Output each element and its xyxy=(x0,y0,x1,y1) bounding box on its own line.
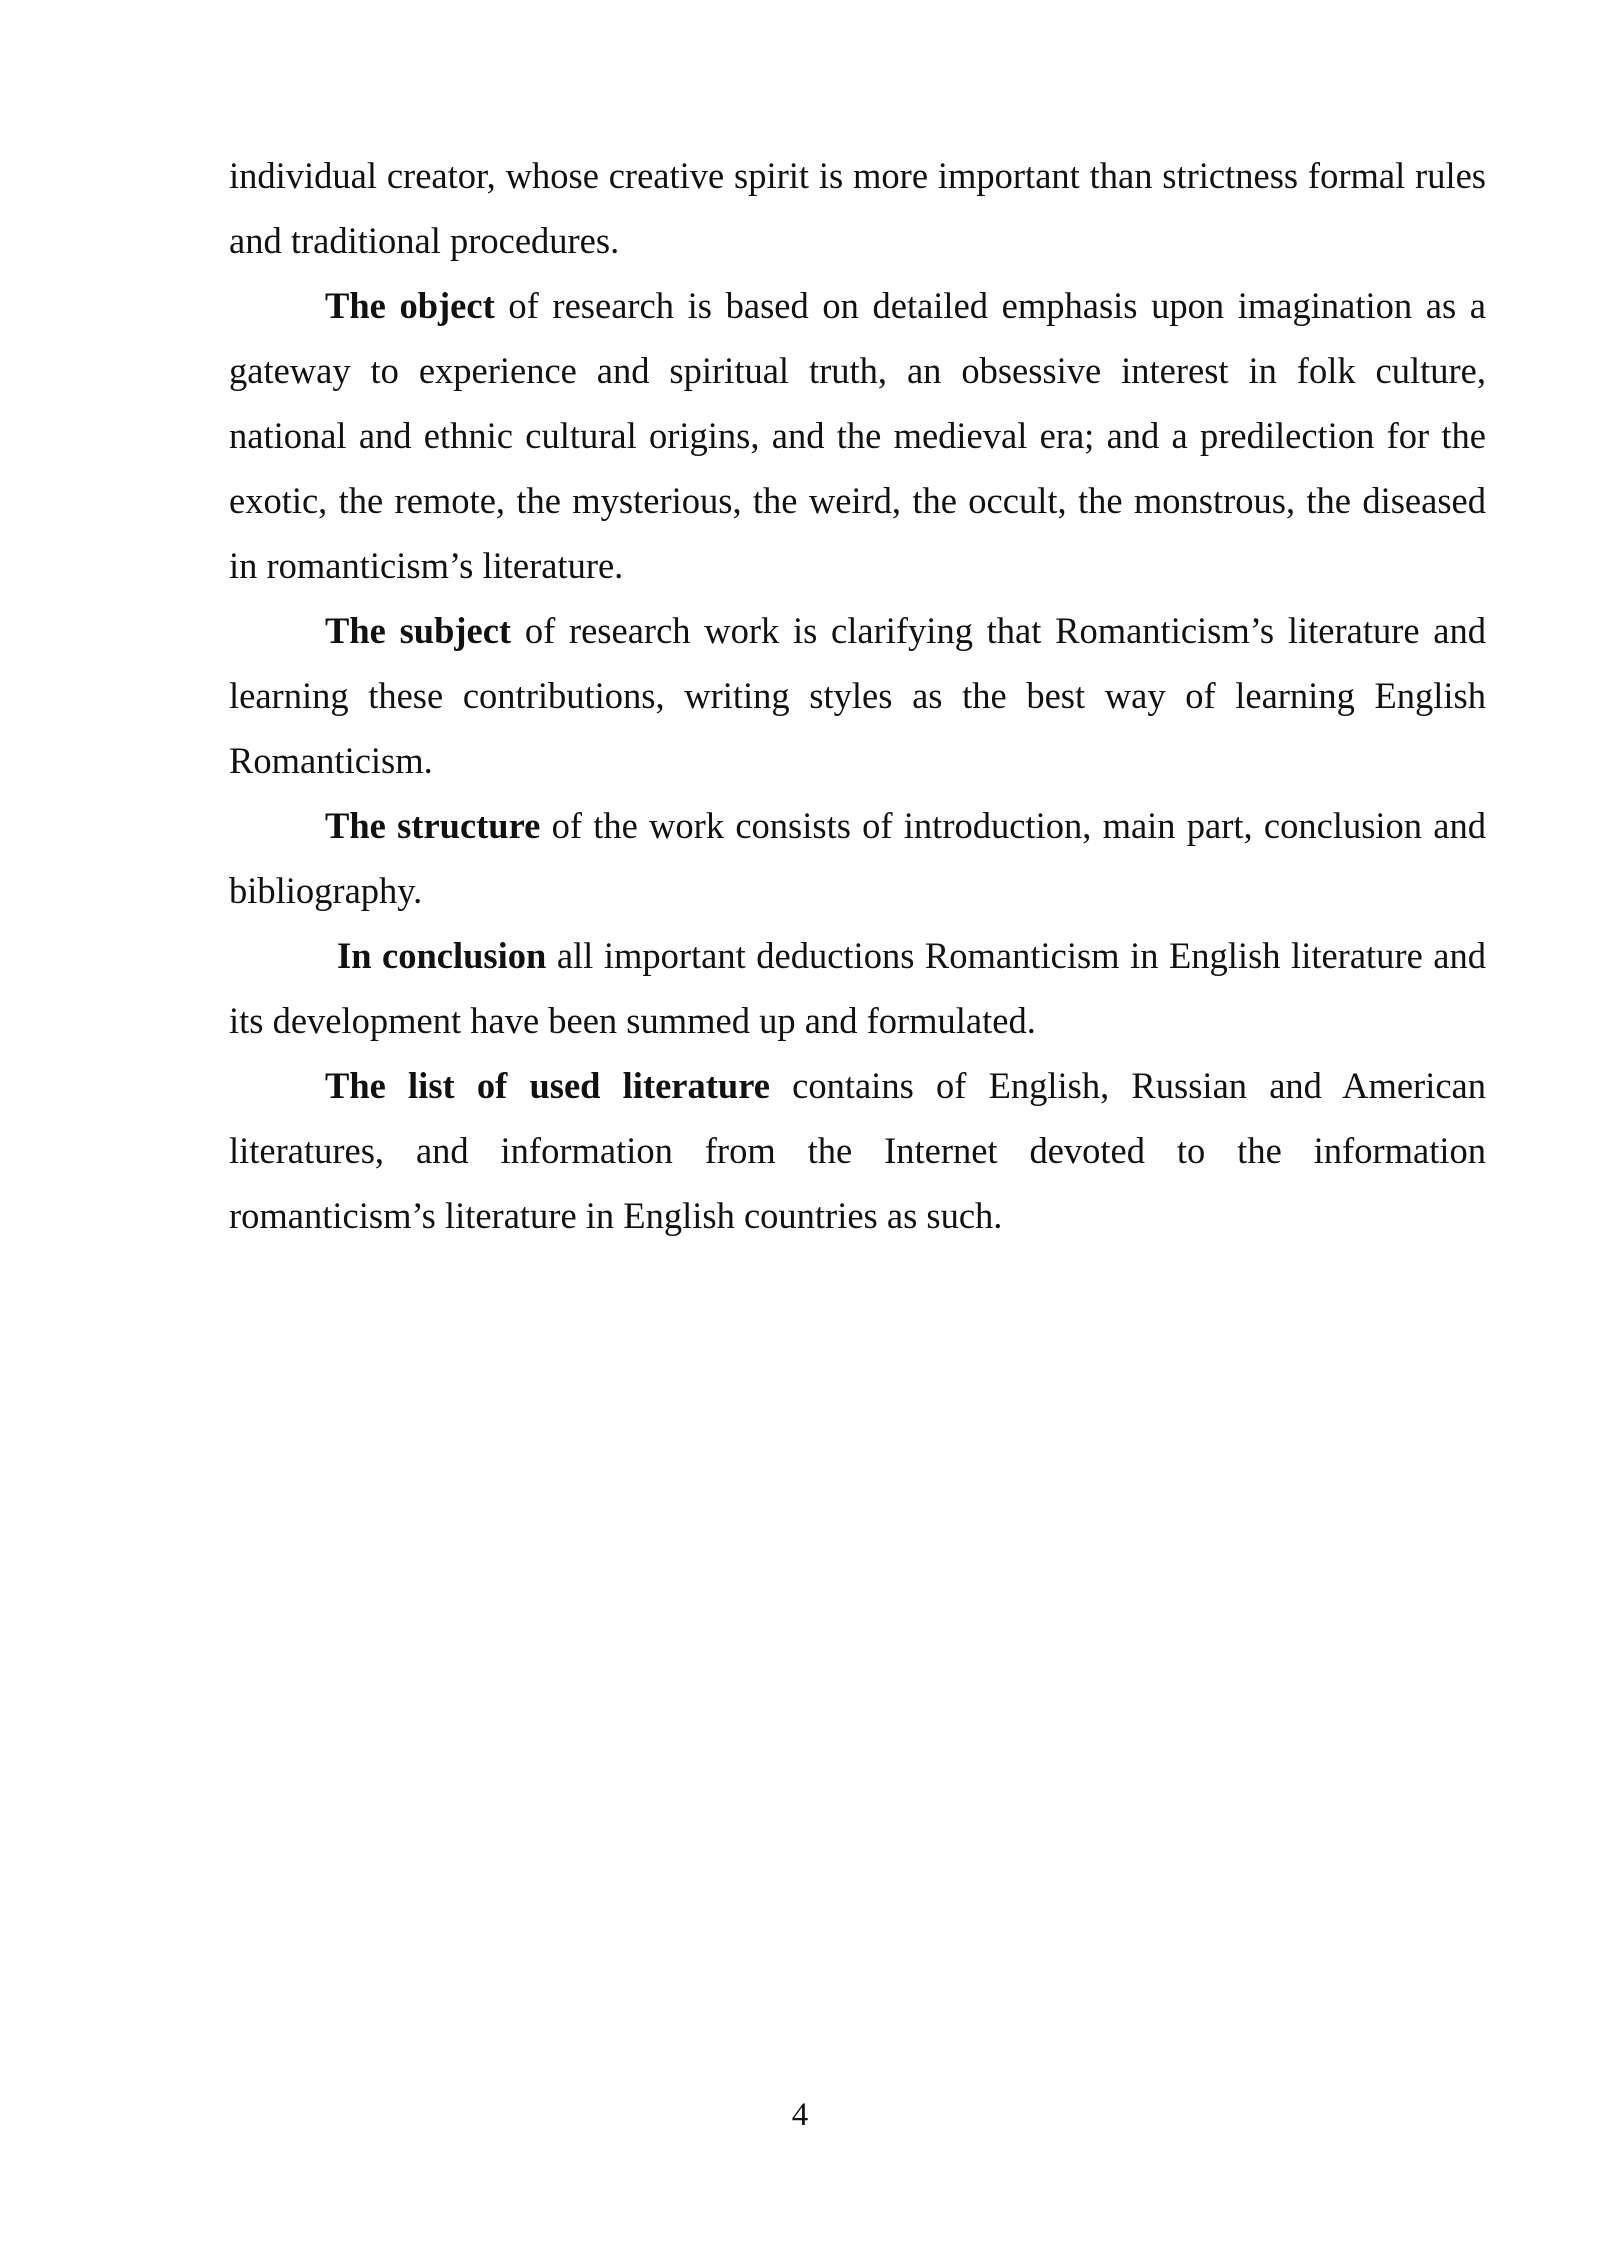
paragraph-heading: In conclusion xyxy=(337,935,547,976)
paragraph-text: of the work consists of introduction, main part, conclusion and bibliography. xyxy=(229,805,1486,911)
paragraph-heading: The structure xyxy=(325,805,541,846)
paragraph-object xyxy=(229,273,1486,598)
paragraph-heading: The object xyxy=(325,285,495,326)
paragraph-continuation xyxy=(229,143,1486,273)
paragraph-text: contains of English, Russian and American literatures, and information from the Internet devoted to the information romanticism’s literature in English countries as such. xyxy=(229,1065,1486,1236)
paragraph-literature-list xyxy=(229,1053,1486,1248)
paragraph-text: of research work is clarifying that Romanticism’s literature and learning these contributions, writing styles as the best way of learning English Romanticism. xyxy=(229,610,1487,781)
paragraph-heading: The subject xyxy=(325,610,512,651)
paragraph-subject xyxy=(229,598,1486,793)
paragraph-structure xyxy=(229,793,1486,923)
paragraph-conclusion xyxy=(229,923,1486,1053)
paragraph-text: all important deductions Romanticism in English literature and its development have been summed up and formulated. xyxy=(229,935,1486,1041)
page-number: 4 xyxy=(791,2097,809,2133)
paragraph-text: individual creator, whose creative spirit is more important than strictness formal rules and traditional procedures. xyxy=(229,155,1486,261)
body-text xyxy=(229,143,1486,1248)
paragraph-text: of research is based on detailed emphasis upon imagination as a gateway to experience and spiritual truth, an obsessive interest in folk culture, national and ethnic cultural origins, and the medieval era; and a predilection for the exotic, the remote, the mysterious, the weird, the occult, the monstrous, the diseased in romanticism’s literature. xyxy=(229,285,1487,586)
paragraph-heading: The list of used literature xyxy=(325,1065,770,1106)
